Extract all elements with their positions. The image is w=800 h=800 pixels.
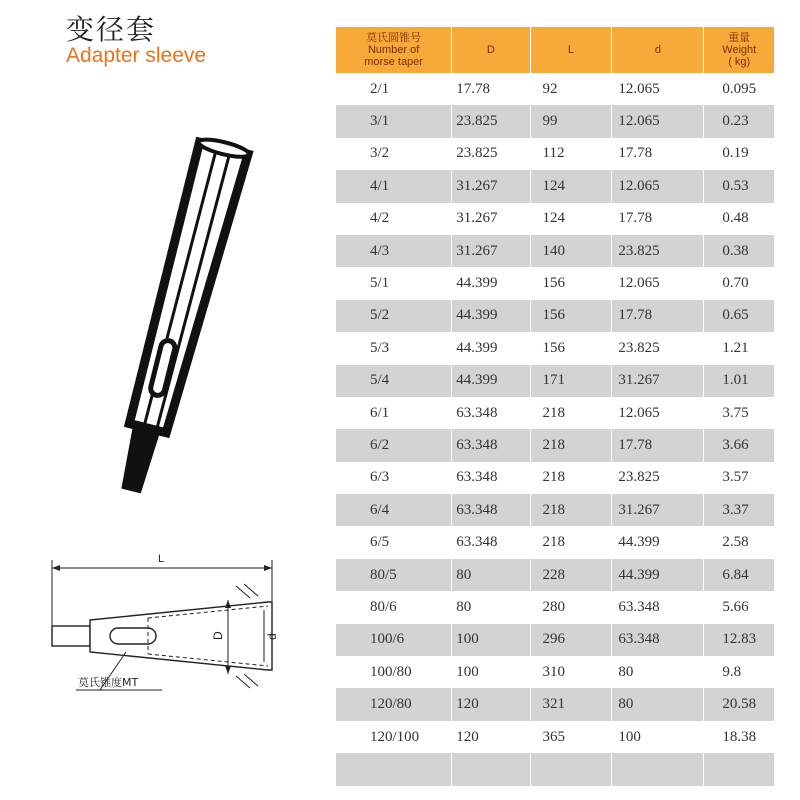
cell-morse-taper: 5/4 — [336, 365, 452, 397]
col-header-d — [612, 27, 704, 73]
cell-d: 44.399 — [612, 559, 704, 591]
cell-morse-taper: 6/1 — [336, 397, 452, 429]
cell-morse-taper: 2/1 — [336, 73, 452, 105]
cell-morse-taper: 100/80 — [336, 656, 452, 688]
cell-morse-taper: 6/4 — [336, 494, 452, 526]
cell-morse-taper: 100/6 — [336, 624, 452, 656]
cell-D: 23.825 — [452, 105, 530, 137]
table-row — [336, 138, 774, 170]
cell-morse-taper — [336, 753, 452, 785]
cell-d: 17.78 — [612, 138, 704, 170]
cell-L: 218 — [531, 526, 613, 558]
cell-D — [452, 753, 530, 785]
cell-morse-taper: 80/6 — [336, 591, 452, 623]
cell-d: 63.348 — [612, 624, 704, 656]
cell-L: 124 — [531, 203, 613, 235]
cell-D: 120 — [452, 688, 530, 720]
cell-D: 44.399 — [452, 332, 530, 364]
cell-morse-taper: 5/1 — [336, 267, 452, 299]
cell-L: 218 — [531, 429, 613, 461]
cell-weight: 2.58 — [722, 534, 749, 551]
table-row — [336, 397, 774, 429]
cell-weight: 18.38 — [722, 728, 757, 745]
cell-morse-taper: 120/100 — [336, 721, 452, 753]
table-row — [336, 105, 774, 137]
cell-weight: 3.37 — [704, 494, 774, 526]
cell-morse-taper: 80/5 — [336, 559, 452, 591]
cell-morse-taper: 4/1 — [336, 170, 452, 202]
cell-d: 12.065 — [612, 170, 704, 202]
cell-L: 156 — [531, 267, 613, 299]
col-header-line: d — [654, 44, 661, 56]
cell-morse-taper: 3/1 — [336, 105, 452, 137]
table-row — [336, 591, 774, 623]
cell-d: 23.825 — [612, 235, 704, 267]
cell-weight: 9.8 — [722, 663, 742, 680]
table-row — [336, 235, 774, 267]
cell-D: 63.348 — [452, 462, 530, 494]
page-title-cn: 变径套 — [66, 13, 157, 46]
cell-d: 23.825 — [612, 332, 704, 364]
col-header-D — [452, 27, 530, 73]
cell-weight: 1.21 — [722, 339, 749, 356]
dim-L-label: L — [158, 553, 165, 565]
cell-d: 44.399 — [612, 526, 704, 558]
cell-D: 17.78 — [452, 73, 530, 105]
cell-morse-taper: 6/2 — [336, 429, 452, 461]
cell-d: 12.065 — [612, 267, 704, 299]
cell-L: 296 — [531, 624, 613, 656]
cell-D: 63.348 — [452, 429, 530, 461]
cell-L: 156 — [531, 332, 613, 364]
cell-L: 171 — [531, 365, 613, 397]
cell-D: 44.399 — [452, 267, 530, 299]
cell-weight: 5.66 — [722, 598, 749, 615]
cell-morse-taper: 3/2 — [336, 138, 452, 170]
cell-weight: 0.19 — [722, 145, 749, 162]
cell-L: 218 — [531, 494, 613, 526]
cell-D: 63.348 — [452, 526, 530, 558]
cell-morse-taper: 4/3 — [336, 235, 452, 267]
col-header-line: morse taper — [364, 56, 423, 68]
cell-D: 44.399 — [452, 300, 530, 332]
table-row — [336, 203, 774, 235]
cell-L: 124 — [531, 170, 613, 202]
dim-D-label: D — [211, 631, 225, 640]
cell-weight: 3.75 — [722, 404, 749, 421]
cell-d: 17.78 — [612, 300, 704, 332]
cell-L: 280 — [531, 591, 613, 623]
col-header-line: L — [567, 44, 575, 56]
table-row — [336, 656, 774, 688]
cell-L: 156 — [531, 300, 613, 332]
cell-morse-taper: 120/80 — [336, 688, 452, 720]
cell-morse-taper: 4/2 — [336, 203, 452, 235]
col-header-line: D — [486, 44, 495, 56]
col-header-line: ( kg) — [728, 56, 751, 68]
cell-morse-taper: 5/3 — [336, 332, 452, 364]
col-header-L — [531, 27, 613, 73]
cell-L: 112 — [531, 138, 613, 170]
cell-d: 12.065 — [612, 105, 704, 137]
cell-D: 80 — [452, 559, 530, 591]
cell-weight: 0.23 — [704, 105, 774, 137]
table-row — [336, 494, 774, 526]
table-row — [336, 170, 774, 202]
cell-d: 17.78 — [612, 429, 704, 461]
col-header-morse-taper — [336, 27, 452, 73]
cell-L: 92 — [531, 73, 613, 105]
table-row — [336, 300, 774, 332]
cell-d: 31.267 — [612, 494, 704, 526]
table-header-row — [336, 27, 774, 73]
col-header-line: 莫氏圆锥号 — [366, 32, 422, 44]
cell-D: 31.267 — [452, 235, 530, 267]
cell-L: 99 — [531, 105, 613, 137]
table-row — [336, 73, 774, 105]
cell-weight: 1.01 — [704, 365, 774, 397]
cell-weight: 0.53 — [704, 170, 774, 202]
cell-D: 31.267 — [452, 203, 530, 235]
cell-d: 23.825 — [612, 462, 704, 494]
cell-L: 228 — [531, 559, 613, 591]
col-header-weight — [704, 27, 774, 73]
cell-morse-taper: 6/5 — [336, 526, 452, 558]
cell-D: 63.348 — [452, 494, 530, 526]
page-title-en: Adapter sleeve — [66, 44, 207, 67]
cell-L: 365 — [531, 721, 613, 753]
spec-table-body — [336, 73, 774, 786]
table-row — [336, 624, 774, 656]
cell-d — [612, 753, 704, 785]
table-row — [336, 526, 774, 558]
cell-weight — [704, 753, 774, 785]
cell-weight: 0.095 — [722, 80, 757, 97]
cell-morse-taper: 6/3 — [336, 462, 452, 494]
cell-weight: 0.48 — [722, 210, 749, 227]
cell-D: 63.348 — [452, 397, 530, 429]
table-row — [336, 429, 774, 461]
cell-L: 321 — [531, 688, 613, 720]
col-header-line: Number of — [367, 44, 420, 56]
cell-weight: 0.65 — [704, 300, 774, 332]
table-row — [336, 267, 774, 299]
table-row — [336, 365, 774, 397]
col-header-line: Weight — [722, 44, 757, 56]
col-header-line: 重量 — [728, 32, 751, 44]
cell-L: 218 — [531, 397, 613, 429]
cell-d: 80 — [612, 656, 704, 688]
dim-d-label: d — [265, 633, 279, 640]
table-row — [336, 462, 774, 494]
cell-weight: 12.83 — [704, 624, 774, 656]
cell-weight: 6.84 — [704, 559, 774, 591]
cell-weight: 3.66 — [704, 429, 774, 461]
cell-weight: 0.70 — [722, 275, 749, 292]
cell-weight: 3.57 — [722, 469, 749, 486]
morse-taper-label: 莫氏锥度MT — [78, 676, 139, 689]
cell-d: 31.267 — [612, 365, 704, 397]
cell-d: 100 — [612, 721, 704, 753]
table-row — [336, 332, 774, 364]
cell-L: 310 — [531, 656, 613, 688]
cell-d: 12.065 — [612, 73, 704, 105]
table-row — [336, 753, 774, 785]
cell-d: 63.348 — [612, 591, 704, 623]
sleeve-3d-drawing — [40, 130, 270, 520]
sleeve-dimension-drawing — [40, 540, 290, 710]
cell-weight: 20.58 — [704, 688, 774, 720]
cell-L — [531, 753, 613, 785]
cell-L: 218 — [531, 462, 613, 494]
cell-weight: 0.38 — [704, 235, 774, 267]
cell-D: 100 — [452, 624, 530, 656]
spec-table — [336, 27, 774, 786]
cell-D: 120 — [452, 721, 530, 753]
cell-morse-taper: 5/2 — [336, 300, 452, 332]
cell-d: 17.78 — [612, 203, 704, 235]
table-row — [336, 559, 774, 591]
table-row — [336, 688, 774, 720]
cell-D: 44.399 — [452, 365, 530, 397]
table-row — [336, 721, 774, 753]
cell-L: 140 — [531, 235, 613, 267]
cell-d: 12.065 — [612, 397, 704, 429]
cell-D: 23.825 — [452, 138, 530, 170]
cell-D: 31.267 — [452, 170, 530, 202]
cell-D: 100 — [452, 656, 530, 688]
cell-D: 80 — [452, 591, 530, 623]
cell-d: 80 — [612, 688, 704, 720]
